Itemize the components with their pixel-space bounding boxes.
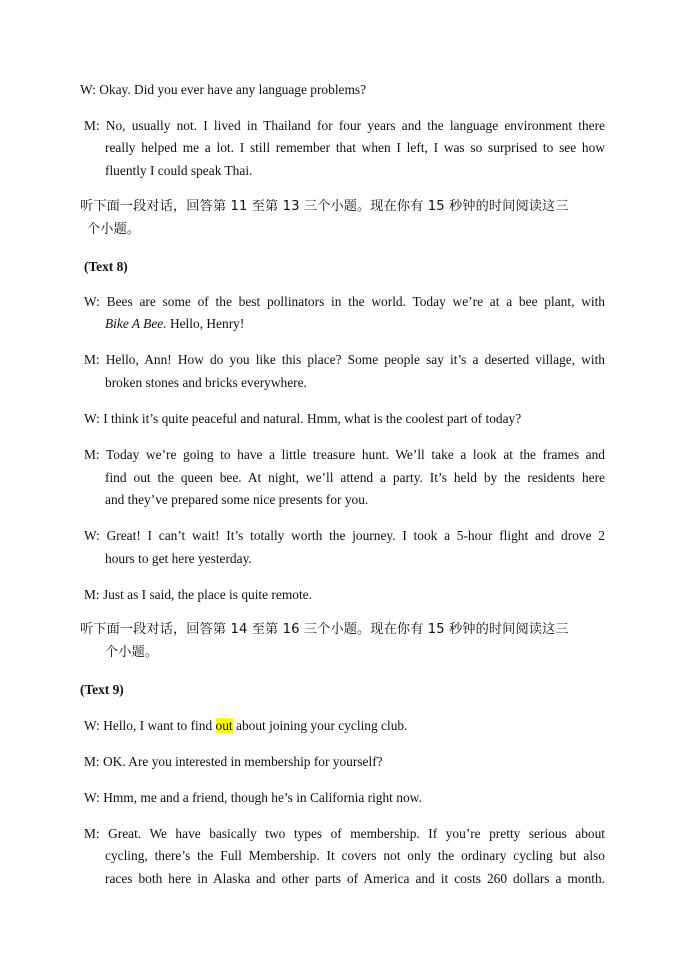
highlighted-word: out (215, 718, 233, 733)
dialog-line: broken stones and bricks everywhere. (105, 375, 307, 390)
dialog-line: M: Great. We have basically two types of membership. If you’re pretty serious about (84, 826, 605, 841)
dialog-line: and they’ve prepared some nice presents for you. (105, 492, 369, 507)
dialog-line (105, 316, 244, 332)
dialog-text: Hello, Henry! (166, 316, 245, 331)
dialog-text: about joining your cycling club. (232, 718, 408, 733)
dialog-line: fluently I could speak Thai. (105, 163, 253, 178)
dialog-line: M: Hello, Ann! How do you like this place? Some people say it’s a deserted village, with (84, 352, 605, 367)
dialog-line: find out the queen bee. At night, we’ll attend a party. It’s held by the residents here (105, 470, 605, 485)
dialog-line: M: No, usually not. I lived in Thailand for four years and the language environment there (84, 118, 605, 133)
dialog-line: really helped me a lot. I still remember that when I left, I was so surprised to see how (105, 140, 605, 155)
dialog-text: W: Hello, I want to find (84, 718, 216, 733)
instruction-text: 个小题。 (105, 645, 159, 660)
dialog-line: W: Bees are some of the best pollinators in the world. Today we’re at a bee plant, with (84, 294, 605, 309)
section-heading: (Text 8) (84, 259, 128, 274)
dialog-line: races both here in Alaska and other parts of America and it costs 260 dollars a month. (105, 871, 605, 886)
dialog-line: W: Great! I can’t wait! It’s totally worth the journey. I took a 5-hour flight and drove 2 (84, 528, 605, 543)
dialog-line: hours to get here yesterday. (105, 551, 252, 566)
instruction-text: 听下面一段对话，回答第 11 至第 13 三个小题。现在你有 15 秒钟的时间阅读这三 (80, 199, 569, 214)
instruction-text: 个小题。 (87, 222, 141, 237)
dialog-line: W: I think it’s quite peaceful and natural. Hmm, what is the coolest part of today? (84, 411, 522, 426)
dialog-line: M: Just as I said, the place is quite remote. (84, 587, 312, 602)
dialog-line: cycling, there’s the Full Membership. It covers not only the ordinary cycling but also (105, 848, 605, 863)
section-heading: (Text 9) (80, 682, 124, 697)
dialog-line: M: OK. Are you interested in membership for yourself? (84, 754, 383, 769)
italic-title: Bike A Bee. (105, 316, 167, 331)
dialog-line (84, 718, 407, 734)
instruction-text: 听下面一段对话，回答第 14 至第 16 三个小题。现在你有 15 秒钟的时间阅读这三 (80, 622, 569, 637)
dialog-line: W: Okay. Did you ever have any language problems? (80, 82, 367, 97)
dialog-line: W: Hmm, me and a friend, though he’s in California right now. (84, 790, 422, 805)
dialog-line: M: Today we’re going to have a little treasure hunt. We’ll take a look at the frames and (84, 447, 605, 462)
